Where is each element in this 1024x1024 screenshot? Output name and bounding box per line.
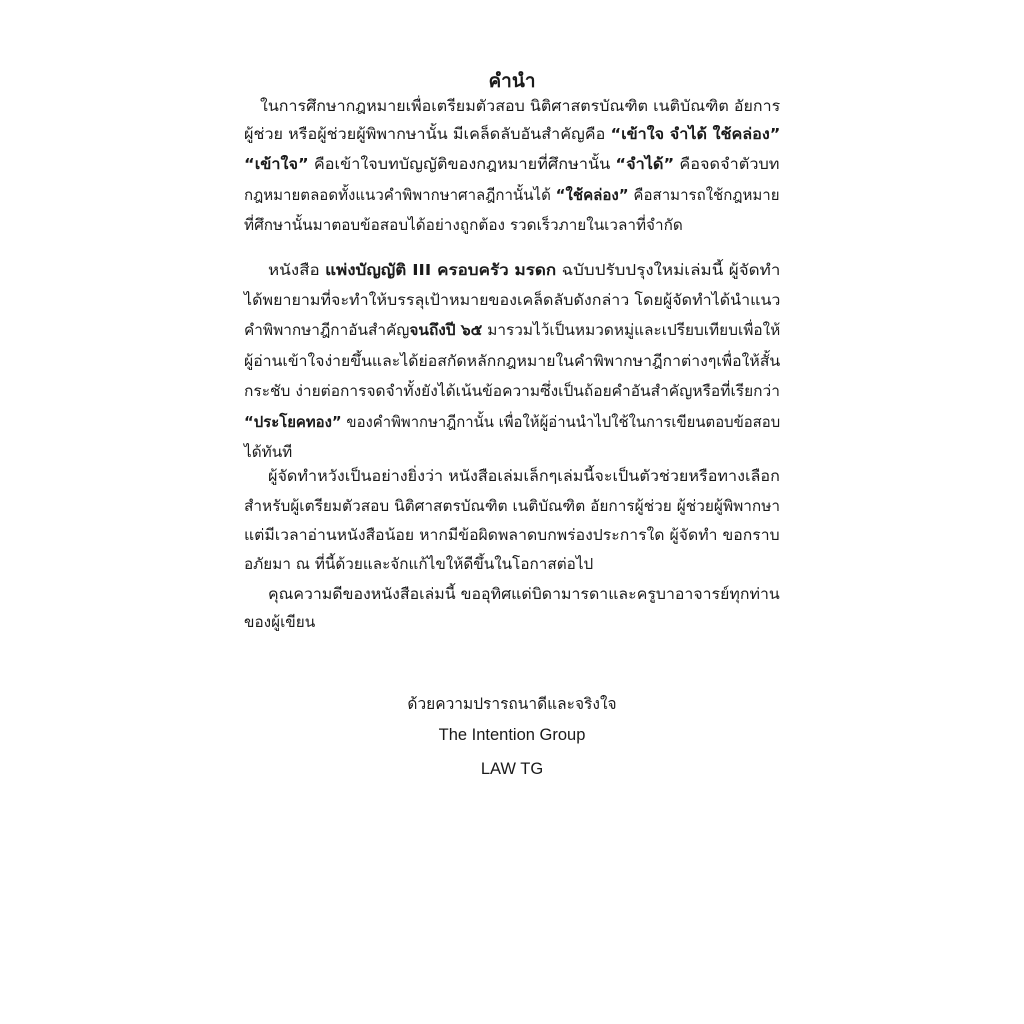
body-text: คือจดจำตัวบท	[674, 155, 780, 173]
body-text: กระชับ ง่ายต่อการจดจำทั้งยังได้เน้นข้อความซึ่งเป็นถ้อยคำอันสำคัญหรือที่เรียกว่า	[244, 382, 780, 400]
body-text: แต่มีเวลาอ่านหนังสือน้อย หากมีข้อผิดพลาดบกพร่องประการใด ผู้จัดทำ ขอกราบ	[244, 526, 780, 544]
body-text: คุณความดีของหนังสือเล่มนี้ ขออุทิศแด่บิดามารดาและครูบาอาจารย์ทุกท่าน	[268, 585, 780, 603]
body-text: ของคำพิพากษาฎีกานั้น เพื่อให้ผู้อ่านนำไปใช้ในการเขียนตอบข้อสอบ	[341, 413, 781, 431]
body-line	[244, 316, 780, 344]
body-line	[244, 286, 780, 314]
body-text: ได้ทันที	[244, 443, 293, 461]
body-line	[244, 550, 593, 578]
body-text: ของผู้เขียน	[244, 613, 316, 631]
signature-name: LAW TG	[480, 760, 544, 778]
body-line	[244, 211, 683, 239]
body-line	[268, 256, 780, 284]
body-line	[244, 181, 780, 209]
body-text: สำหรับผู้เตรียมตัวสอบ นิติศาสตรบัณฑิต เนติบัณฑิต อัยการผู้ช่วย ผู้ช่วยผู้พิพากษา	[244, 497, 781, 515]
body-text: ได้พยายามที่จะทำให้บรรลุเป้าหมายของเคล็ดลับดังกล่าว โดยผู้จัดทำได้นำแนว	[244, 291, 781, 309]
body-text: ผู้จัดทำหวังเป็นอย่างยิ่งว่า หนังสือเล่มเล็กๆเล่มนี้จะเป็นตัวช่วยหรือทางเลือก	[268, 467, 780, 485]
body-text: คือเข้าใจบทบัญญัติของกฎหมายที่ศึกษานั้น	[308, 155, 616, 173]
body-text: คือสามารถใช้กฎหมาย	[628, 186, 780, 204]
emphasized-text: จนถึงปี ๖๕	[409, 321, 483, 339]
body-text: มารวมไว้เป็นหมวดหมู่และเปรียบเทียบเพื่อให้	[482, 321, 781, 339]
body-line	[244, 120, 780, 148]
body-line	[244, 608, 315, 636]
emphasized-text: “ประโยคทอง”	[244, 413, 342, 431]
emphasized-text: “เข้าใจ”	[244, 155, 309, 173]
emphasized-text: “จำได้”	[615, 155, 675, 173]
body-line	[244, 492, 780, 520]
signature-closing: ด้วยความปรารถนาดีและจริงใจ	[407, 695, 617, 713]
body-line	[268, 580, 780, 608]
body-line	[268, 462, 780, 490]
body-line	[260, 92, 780, 120]
body-text: ผู้อ่านเข้าใจง่ายขึ้นและได้ย่อสกัดหลักกฎหมายในคำพิพากษาฎีกาต่างๆเพื่อให้สั้น	[244, 352, 781, 370]
emphasized-text: “ใช้คล่อง”	[555, 186, 629, 204]
body-text: ฉบับปรับปรุงใหม่เล่มนี้ ผู้จัดทำ	[556, 261, 781, 279]
body-line	[244, 150, 780, 178]
body-line	[244, 377, 780, 405]
body-line	[244, 347, 780, 375]
body-text: อภัยมา ณ ที่นี้ด้วยและจักแก้ไขให้ดีขึ้นในโอกาสต่อไป	[244, 555, 594, 573]
book-page	[200, 0, 824, 1024]
body-line	[244, 408, 780, 436]
body-text: หนังสือ	[268, 261, 326, 279]
body-text: ที่ศึกษานั้นมาตอบข้อสอบได้อย่างถูกต้อง รวดเร็วภายในเวลาที่จำกัด	[244, 216, 683, 234]
body-line	[244, 521, 780, 549]
body-text: ในการศึกษากฎหมายเพื่อเตรียมตัวสอบ นิติศาสตรบัณฑิต เนติบัณฑิต อัยการ	[260, 97, 781, 115]
body-text: กฎหมายตลอดทั้งแนวคำพิพากษาศาลฎีกานั้นได้	[244, 186, 556, 204]
body-text: คำพิพากษาฎีกาอันสำคัญ	[244, 321, 410, 339]
body-text: ผู้ช่วย หรือผู้ช่วยผู้พิพากษานั้น มีเคล็ดลับอันสำคัญคือ	[244, 125, 611, 143]
emphasized-text: แพ่งบัญญัติ III ครอบครัว มรดก	[325, 261, 557, 279]
emphasized-text: “เข้าใจ จำได้ ใช้คล่อง”	[610, 125, 781, 143]
signature-group: The Intention Group	[438, 726, 586, 744]
page-title: คำนำ	[488, 70, 536, 92]
